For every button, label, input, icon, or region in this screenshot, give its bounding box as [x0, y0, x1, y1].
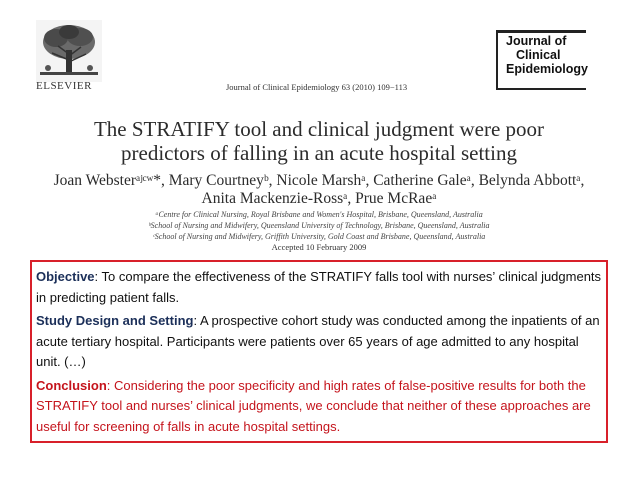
- article-title: [0, 117, 638, 165]
- accepted-date: Accepted 10 February 2009: [271, 242, 367, 252]
- article-title-line: predictors of falling in an acute hospital setting: [121, 141, 517, 165]
- journal-name-line: Epidemiology: [506, 62, 588, 76]
- journal-box-top-rule: [498, 30, 586, 33]
- design-paragraph: [36, 311, 603, 373]
- affiliations: [0, 209, 638, 242]
- objective-label: Objective: [36, 269, 95, 284]
- design-text: : A prospective cohort study was conducted among the inpatients of an acute tertiary hospital. Participants were patients over 65 years of age admitted to any hospital unit. (…): [36, 313, 600, 369]
- abstract-highlight-box: [30, 260, 608, 443]
- journal-name: [506, 34, 588, 76]
- journal-name-box: [496, 30, 588, 90]
- conclusion-paragraph: [36, 376, 603, 438]
- conclusion-label: Conclusion: [36, 377, 107, 393]
- journal-citation: Journal of Clinical Epidemiology 63 (2010) 109−113: [226, 82, 408, 92]
- conclusion-text: : Considering the poor specificity and high rates of false-positive results for both the STRATIFY tool and nurses’ clinical judgments, we conclude that neither of these approaches are useful for screening of falls in acute hospital settings.: [36, 377, 591, 434]
- objective-text: : To compare the effectiveness of the STRATIFY falls tool with nurses’ clinical judgments in predicting patient falls.: [36, 269, 602, 305]
- article-title-line: The STRATIFY tool and clinical judgment were poor: [93, 117, 545, 141]
- affiliation-line: ᵇSchool of Nursing and Midwifery, Queensland University of Technology, Brisbane, Queensland, Australia: [148, 221, 490, 230]
- author-line: Anita Mackenzie-Rossᵃ, Prue McRaeᵃ: [201, 190, 437, 207]
- journal-name-line: Clinical: [516, 48, 561, 62]
- affiliation-line: ᵃCentre for Clinical Nursing, Royal Brisbane and Women's Hospital, Brisbane, Queensland, Australia: [155, 210, 483, 219]
- journal-box-bottom-rule: [498, 88, 586, 90]
- design-label: Study Design and Setting: [36, 313, 194, 328]
- author-line: Joan Websterᵃʲᶜʷ*, Mary Courtneyᵇ, Nicole Marshᵃ, Catherine Galeᵃ, Belynda Abbottᵃ,: [53, 172, 585, 189]
- objective-paragraph: [36, 267, 603, 308]
- publisher-name: ELSEVIER: [36, 80, 92, 92]
- affiliation-line: ᶜSchool of Nursing and Midwifery, Griffith University, Gold Coast and Brisbane, Queensland, Australia: [152, 232, 486, 241]
- journal-name-line: Journal of: [506, 34, 567, 48]
- author-list: [0, 172, 638, 208]
